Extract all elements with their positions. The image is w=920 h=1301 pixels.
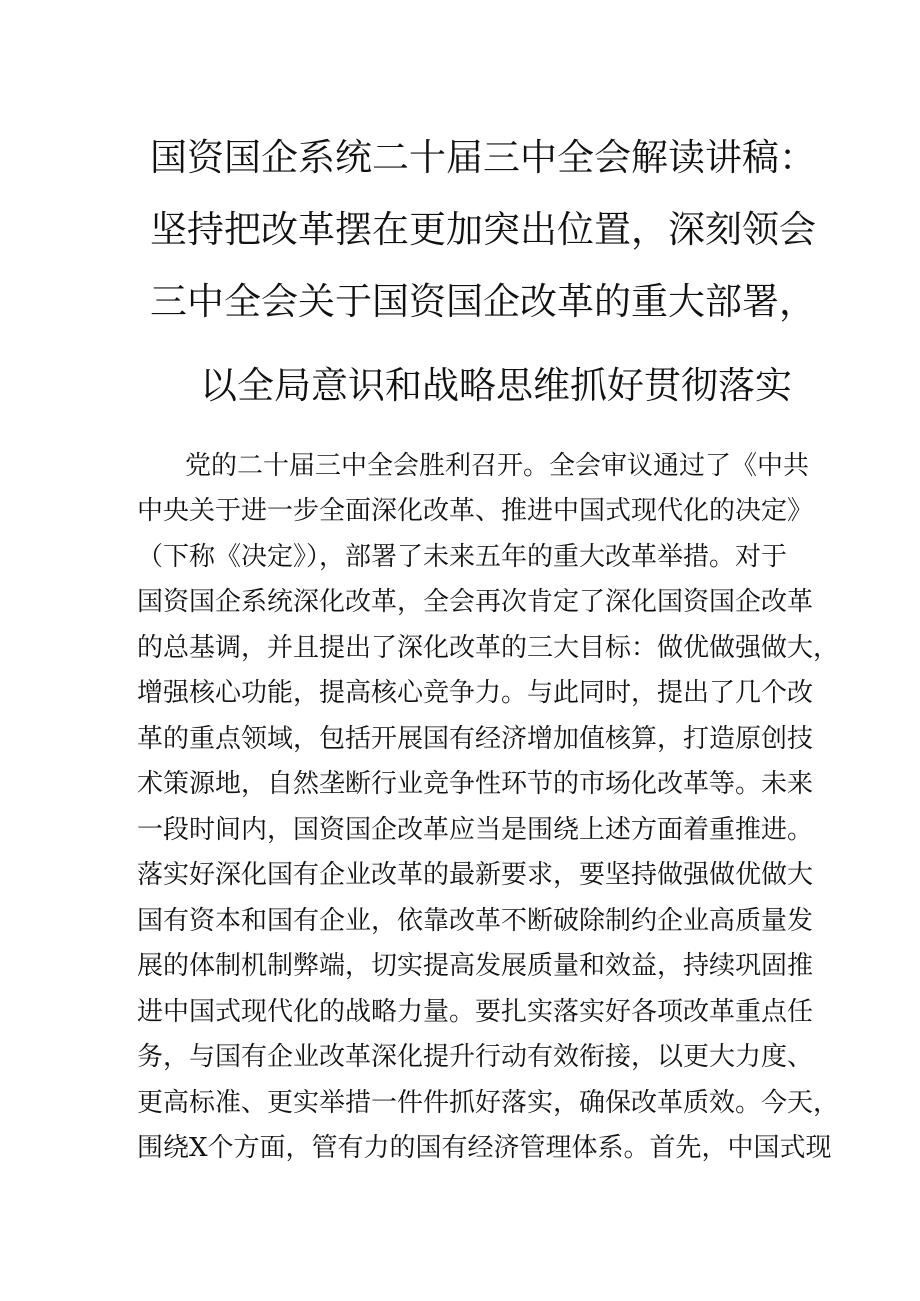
body-line: 的总基调，并且提出了深化改革的三大目标：做优做强做大， — [137, 633, 840, 663]
body-line: 进中国式现代化的战略力量。要扎实落实好各项改革重点任 — [137, 997, 814, 1027]
title-line: 国资国企系统二十届三中全会解读讲稿： — [150, 136, 816, 179]
body-line: 展的体制机制弊端，切实提高发展质量和效益，持续巩固推 — [137, 951, 814, 981]
title-line: 三中全会关于国资国企改革的重大部署， — [150, 280, 816, 323]
body-line: 国资国企系统深化改革，全会再次肯定了深化国资国企改革 — [137, 587, 814, 617]
body-line: 增强核心功能，提高核心竞争力。与此同时，提出了几个改 — [137, 678, 814, 708]
title-line: 以全局意识和战略思维抓好贯彻落实 — [200, 364, 792, 407]
body-line: 更高标准、更实举措一件件抓好落实，确保改革质效。今天， — [137, 1088, 840, 1118]
body-line: 围绕X个方面，管有力的国有经济管理体系。首先，中国式现 — [137, 1133, 832, 1163]
body-line: 党的二十届三中全会胜利召开。全会审议通过了《中共 — [185, 451, 810, 481]
body-line: 革的重点领域，包括开展国有经济增加值核算，打造原创技 — [137, 724, 814, 754]
body-line: 落实好深化国有企业改革的最新要求，要坚持做强做优做大 — [137, 860, 814, 890]
body-line: 术策源地，自然垄断行业竞争性环节的市场化改革等。未来 — [137, 769, 814, 799]
body-line: 国有资本和国有企业，依靠改革不断破除制约企业高质量发 — [137, 906, 814, 936]
body-line: 务，与国有企业改革深化提升行动有效衔接，以更大力度、 — [137, 1042, 814, 1072]
title-line: 坚持把改革摆在更加突出位置，深刻领会 — [150, 208, 816, 251]
body-line: 一段时间内，国资国企改革应当是围绕上述方面着重推进。 — [137, 815, 814, 845]
body-line: （下称《决定》），部署了未来五年的重大改革举措。对于 — [137, 542, 788, 572]
body-line: 中央关于进一步全面深化改革、推进中国式现代化的决定》 — [137, 496, 814, 526]
